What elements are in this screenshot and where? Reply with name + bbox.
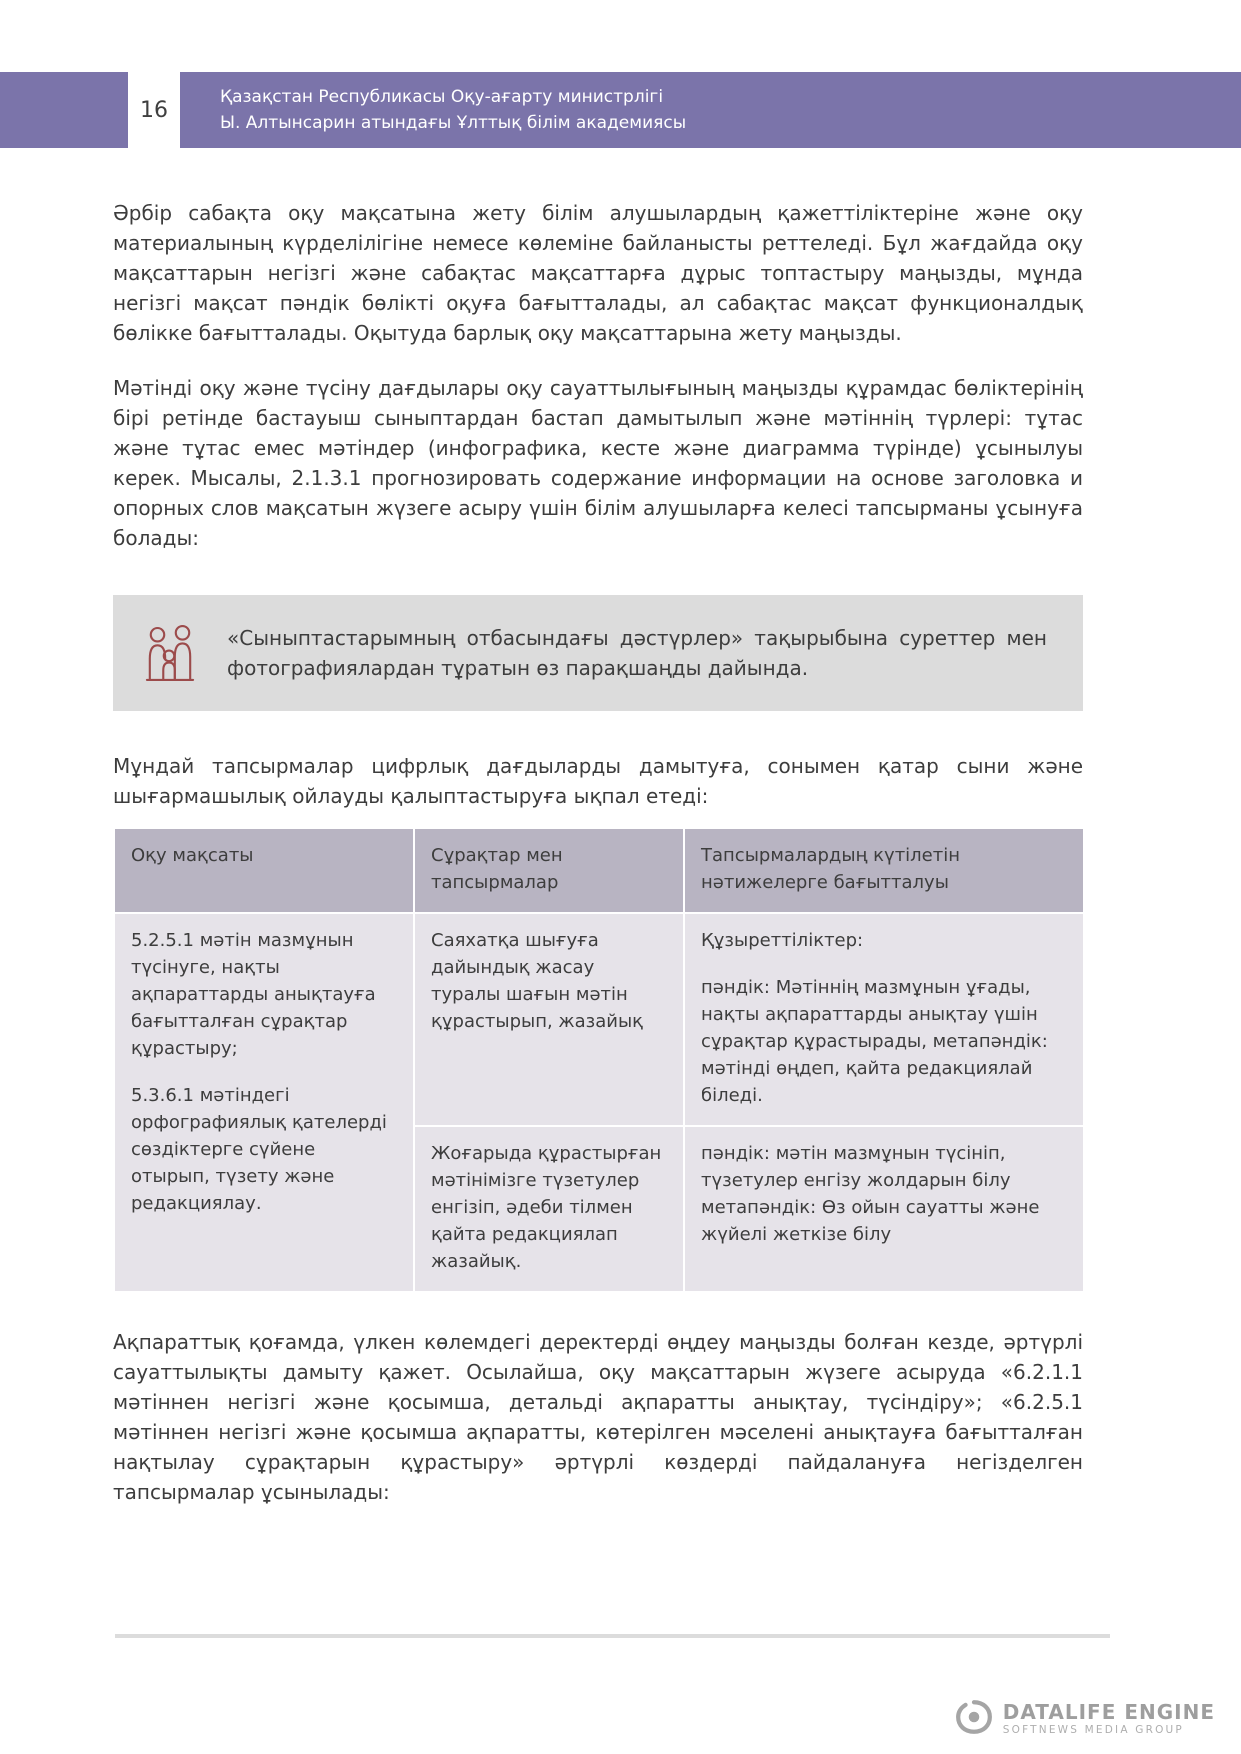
brand-subtitle: SOFTNEWS MEDIA GROUP — [1002, 1724, 1184, 1736]
header-academy-line: Ы. Алтынсарин атындағы Ұлттық білім академиясы — [220, 113, 687, 133]
learning-goal-item-1: 5.2.5.1 мәтін мазмұнын түсінуге, нақты ақпараттарды анықтауға бағытталған сұрақтар құрастыру; — [131, 930, 376, 1059]
task-callout-text: «Сыныптастарымның отбасындағы дәстүрлер» тақырыбына суреттер мен фотографиялардан тұратын өз парақшаңды дайында. — [227, 626, 1047, 680]
cell-task-2 — [414, 1126, 684, 1292]
table-row — [114, 913, 1084, 1126]
page-number: 16 — [140, 97, 168, 123]
learning-goal-item-2: 5.3.6.1 мәтіндегі орфографиялық қателерді сөздіктерге сүйене отырып, түзету және редакциялау. — [131, 1085, 387, 1214]
col-header-tasks: Сұрақтар мен тапсырмалар — [414, 828, 684, 913]
header-band-left-block — [0, 72, 128, 148]
task-2-text: Жоғарыда құрастырған мәтінімізге түзетулер енгізіп, әдеби тілмен қайта редакциялап жазайық. — [431, 1143, 662, 1272]
task-1-text: Саяхатқа шығуға дайындық жасау туралы шағын мәтін құрастырып, жазайық — [431, 930, 644, 1032]
header-ministry-line: Қазақстан Республикасы Оқу-ағарту министрлігі — [220, 87, 664, 107]
family-icon — [145, 624, 195, 682]
datalife-eye-icon — [955, 1698, 993, 1740]
paragraph-2: Мәтінді оқу және түсіну дағдылары оқу сауаттылығының маңызды құрамдас бөліктерінің бірі ретінде бастауыш сыныптардан бастап дамытылып және мәтіннің түрлері: тұтас және тұтас емес мәтіндер (инфографика, кесте және диаграмма түрінде) ұсынылуы керек. Мысалы, 2.1.3.1 прогнозировать содержание информации на основе заголовка и опорных слов мақсатын жүзеге асыру үшін білім алушыларға келесі тапсырманы ұсынуға болады: — [113, 376, 1083, 550]
col-header-outcomes: Тапсырмалардың күтілетін нәтижелерге бағытталуы — [684, 828, 1084, 913]
cell-outcome-2 — [684, 1126, 1084, 1292]
learning-goals-table — [113, 827, 1085, 1293]
outcome-1-text: пәндік: Мәтіннің мазмұнын ұғады, нақты ақпараттарды анықтау үшін сұрақтар құрастырады, метапәндік: мәтінді өңдеп, қайта редакциялай біледі. — [701, 977, 1048, 1106]
paragraph-1: Әрбір сабақта оқу мақсатына жету білім алушылардың қажеттіліктеріне және оқу материалының күрделілігіне немесе көлеміне байланысты реттеледі. Бұл жағдайда оқу мақсаттарын негізгі және сабақтас мақсаттарға дұрыс топтастыру маңызды, мұнда негізгі мақсат пәндік бөлікті оқуға бағытталады, ал сабақтас мақсат функционалдық бөлікке бағытталады. Оқытуда барлық оқу мақсаттарына жету маңызды. — [113, 201, 1083, 345]
cell-outcome-1 — [684, 913, 1084, 1126]
brand-name: DATALIFE ENGINE — [1002, 1700, 1215, 1724]
page-body — [113, 198, 1083, 1532]
col-header-goal: Оқу мақсаты — [114, 828, 414, 913]
cell-task-1 — [414, 913, 684, 1126]
paragraph-3: Мұндай тапсырмалар цифрлық дағдыларды дамытуға, сонымен қатар сыни және шығармашылық ойлауды қалыптастыруға ықпал етеді: — [113, 754, 1083, 808]
datalife-logo — [955, 1698, 1215, 1740]
paragraph-4: Ақпараттық қоғамда, үлкен көлемдегі деректерді өңдеу маңызды болған кезде, әртүрлі сауаттылықты дамыту қажет. Осылайша, оқу мақсаттарын жүзеге асыруда «6.2.1.1 мәтіннен негізгі және қосымша, детальді ақпаратты анықтау, түсіндіру»; «6.2.5.1 мәтіннен негізгі және қосымша ақпаратты, көтерілген мәселені анықтауға бағытталған нақтылау сұрақтарын құрастыру» әртүрлі көздерді пайдалануға негізделген тапсырмалар ұсынылады: — [113, 1330, 1083, 1504]
cell-learning-goal — [114, 913, 414, 1292]
outcome-2-text: пәндік: мәтін мазмұнын түсініп, түзетулер енгізу жолдарын білу метапәндік: Өз ойын сауатты және жүйелі жеткізе білу — [701, 1143, 1040, 1245]
table-header-row — [114, 828, 1084, 913]
outcome-1-heading: Құзыреттіліктер: — [701, 930, 864, 951]
header-band-main — [180, 72, 1241, 148]
header-band — [0, 72, 1241, 148]
footer-divider — [115, 1634, 1110, 1638]
task-callout — [113, 595, 1083, 711]
